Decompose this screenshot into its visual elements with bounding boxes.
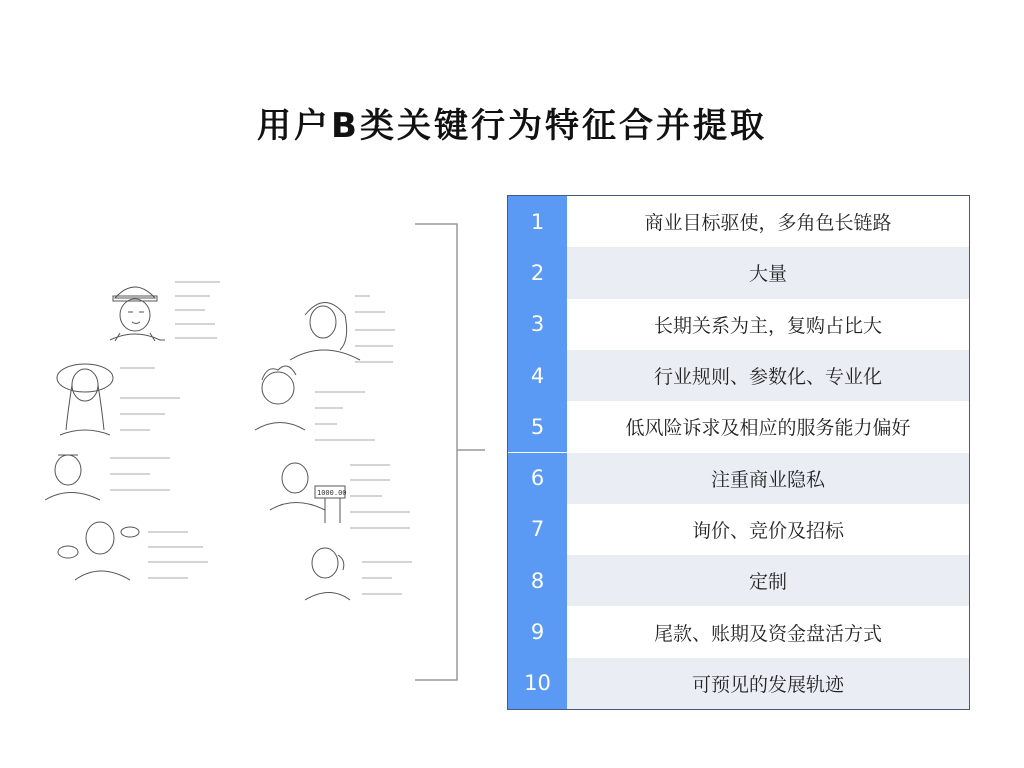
- feature-text: 询价、竞价及招标: [567, 504, 969, 555]
- feature-number: 7: [508, 504, 567, 555]
- feature-row: [508, 401, 969, 452]
- feature-number: 3: [508, 299, 567, 350]
- feature-text: 商业目标驱使，多角色长链路: [567, 196, 969, 247]
- feature-number: 8: [508, 555, 567, 606]
- feature-text: 长期关系为主，复购占比大: [567, 299, 969, 350]
- persona-curly-hair-sketch: [255, 366, 305, 430]
- persona-sketches-svg: [40, 260, 440, 620]
- feature-text: 低风险诉求及相应的服务能力偏好: [567, 401, 969, 452]
- feature-row: [508, 606, 969, 657]
- feature-row: [508, 247, 969, 298]
- feature-row: [508, 453, 969, 504]
- feature-number: 4: [508, 350, 567, 401]
- feature-text: 定制: [567, 555, 969, 606]
- feature-table: [507, 195, 970, 710]
- feature-row: [508, 555, 969, 606]
- feature-number: 6: [508, 453, 567, 504]
- persona-ponytail-woman-sketch: [305, 548, 350, 600]
- feature-number: 10: [508, 658, 567, 709]
- feature-row: [508, 504, 969, 555]
- persona-chat-woman-sketch: [58, 522, 139, 580]
- feature-text: 可预见的发展轨迹: [567, 658, 969, 709]
- persona-woman-hat-sketch: [57, 364, 113, 435]
- feature-number: 1: [508, 196, 567, 247]
- persona-worker-sketch: [110, 287, 165, 341]
- feature-row: [508, 658, 969, 709]
- feature-text: 尾款、账期及资金盘活方式: [567, 606, 969, 657]
- feature-row: [508, 350, 969, 401]
- feature-row: [508, 299, 969, 350]
- page-title: 用户B类关键行为特征合并提取: [257, 106, 767, 146]
- feature-text: 大量: [567, 247, 969, 298]
- feature-number: 9: [508, 606, 567, 657]
- feature-text: 行业规则、参数化、专业化: [567, 350, 969, 401]
- feature-number: 5: [508, 401, 567, 452]
- bracket-connector: [410, 220, 490, 685]
- sign-board-text: 1000.00: [317, 489, 347, 497]
- persona-sketch-illustration: [40, 260, 440, 620]
- persona-woman-top-sketch: [290, 303, 360, 361]
- feature-row: [508, 196, 969, 247]
- feature-number: 2: [508, 247, 567, 298]
- persona-glasses-man-sketch: [45, 455, 100, 500]
- feature-text: 注重商业隐私: [567, 453, 969, 504]
